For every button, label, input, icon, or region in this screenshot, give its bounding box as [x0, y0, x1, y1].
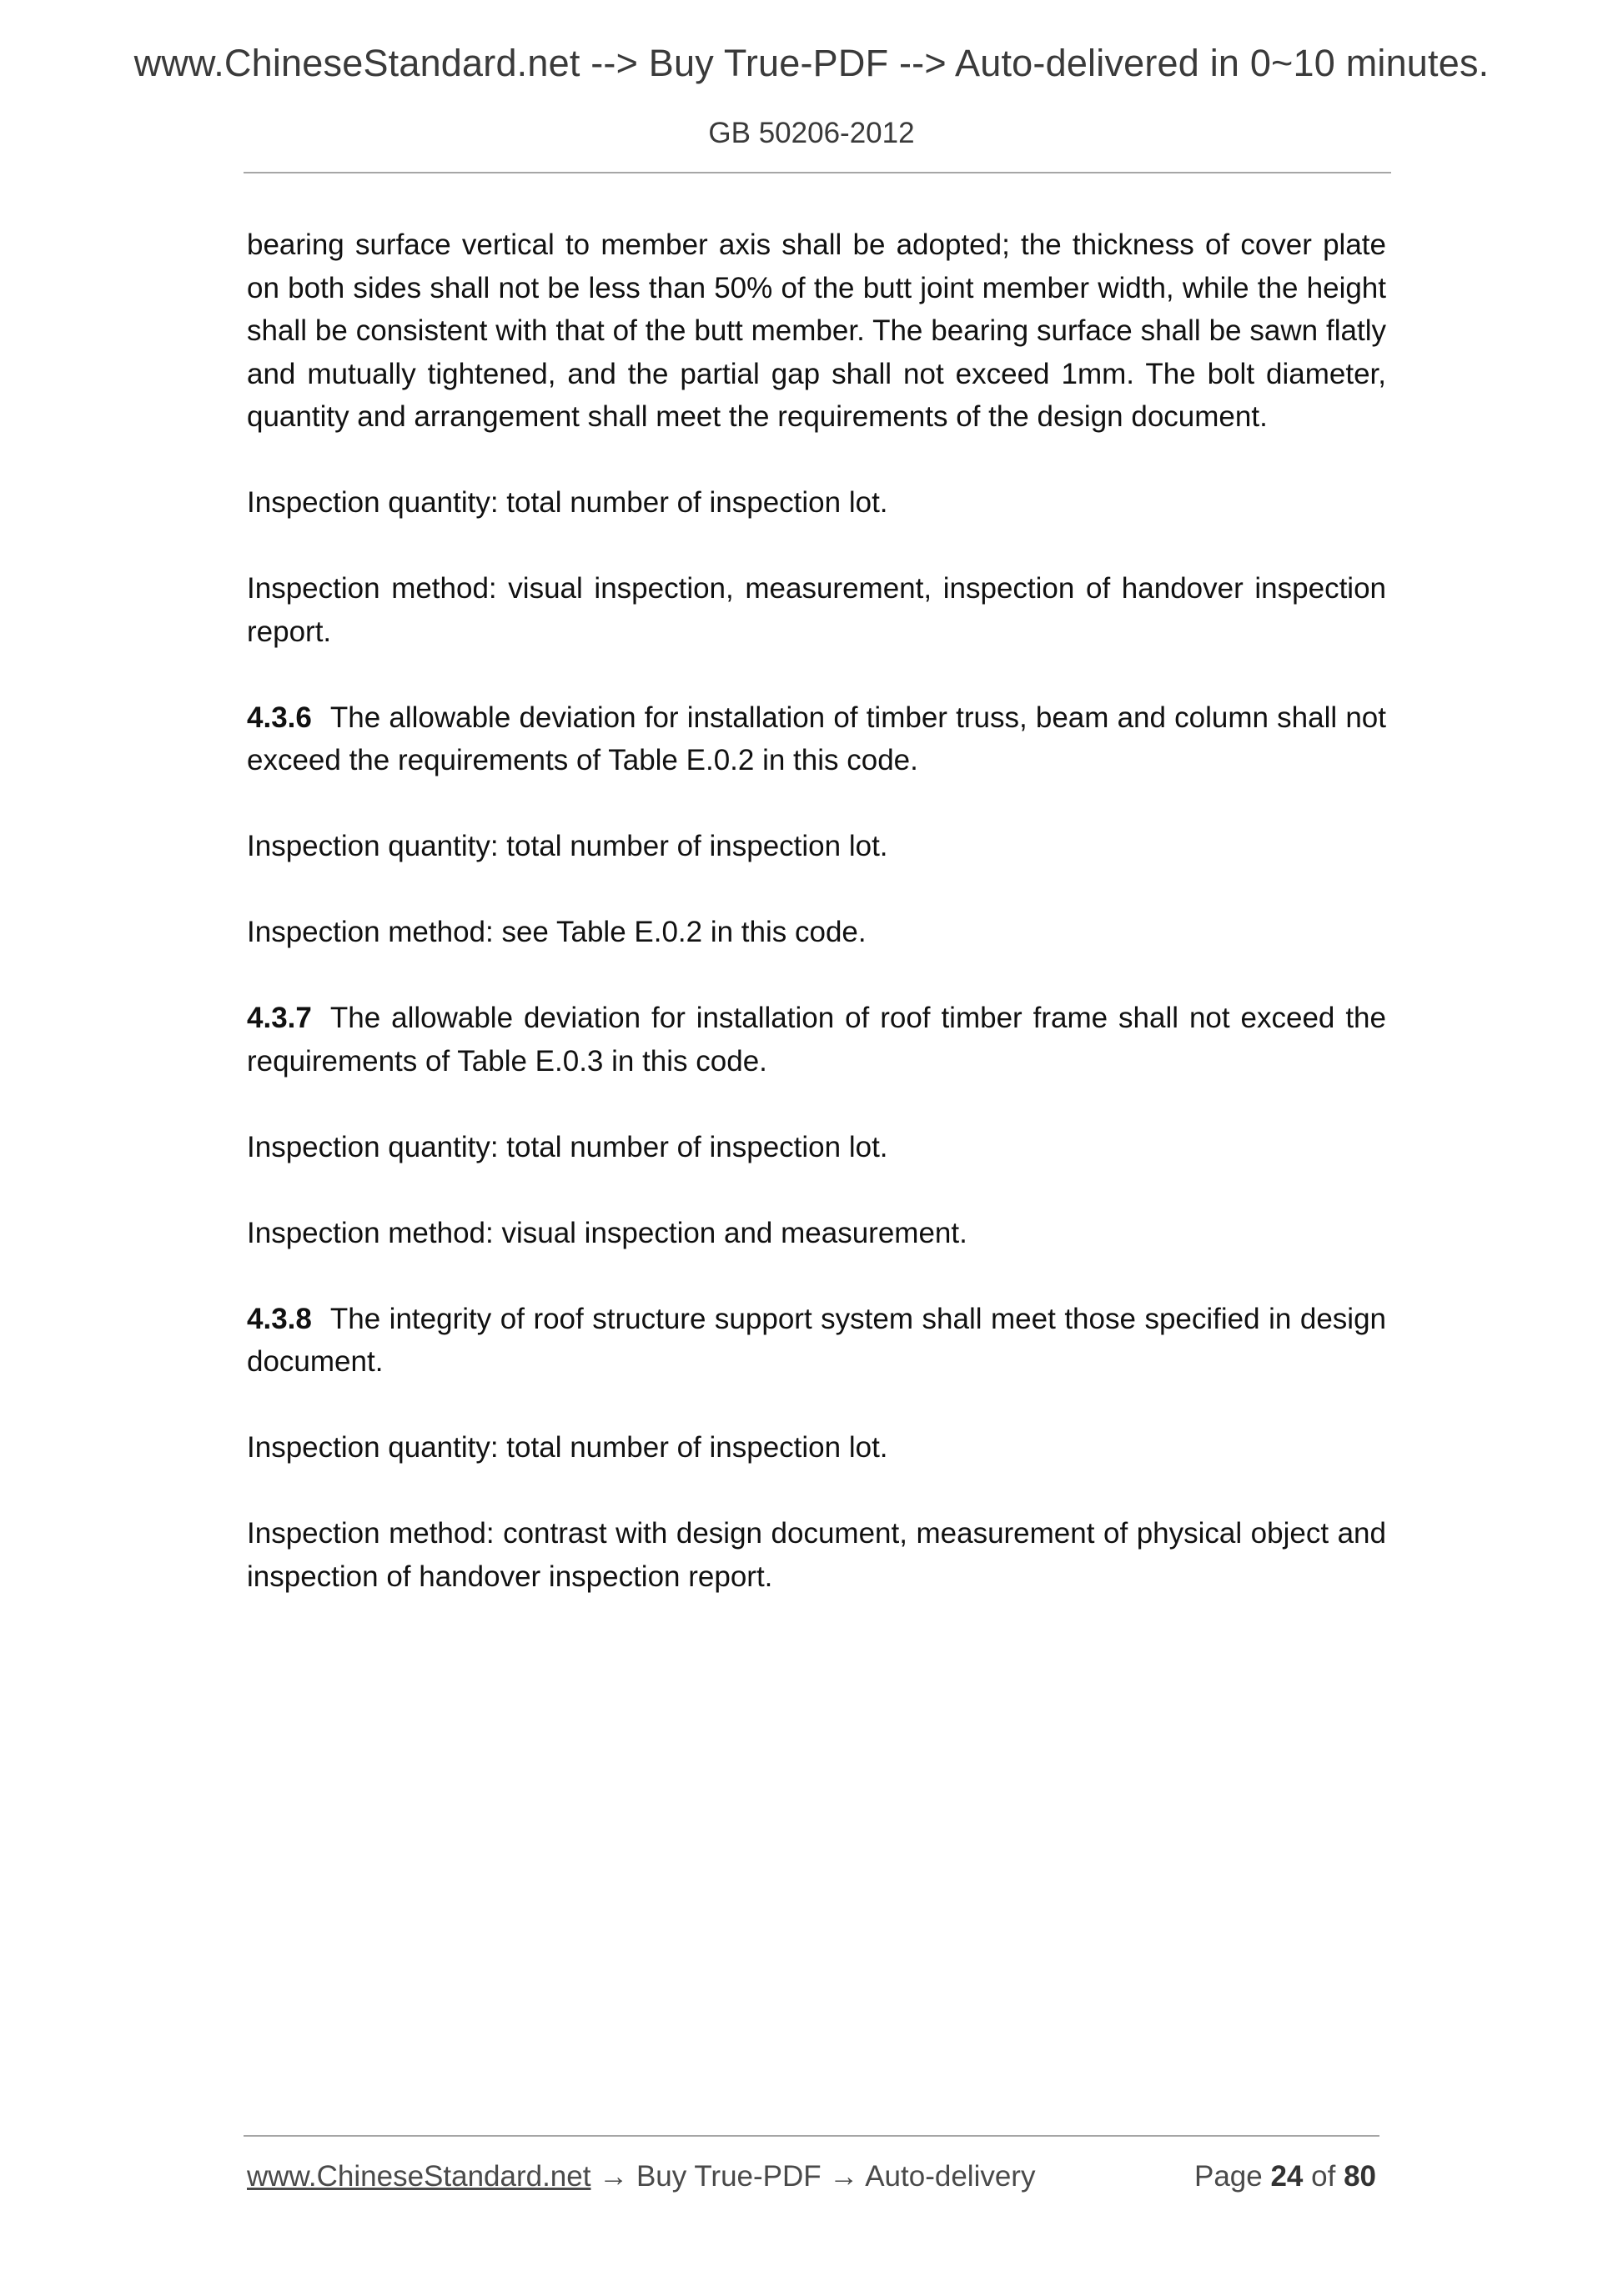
paragraph: Inspection method: see Table E.0.2 in this code.: [247, 916, 867, 948]
clause-text: The allowable deviation for installation of timber truss, beam and column shall not exceed the requirements of Table E.0.2 in this code.: [247, 701, 1386, 776]
footer-divider: [244, 2135, 1379, 2137]
clause-text: The integrity of roof structure support system shall meet those specified in design document.: [247, 1302, 1386, 1378]
page-label: Page: [1193, 2160, 1263, 2193]
page-footer: [247, 2160, 1376, 2202]
delivery-text: Auto-delivery: [865, 2160, 1036, 2193]
header-divider: [244, 172, 1391, 173]
of-label: of: [1311, 2160, 1336, 2193]
paragraph: bearing surface vertical to member axis shall be adopted; the thickness of cover plate on both sides shall not be less than 50% of the butt joint member width, while the height shall be consistent with that of the butt member. The bearing surface shall be sawn flatly and mutually tightened, and the partial gap shall not exceed 1mm. The bolt diameter, quantity and arrangement shall meet the requirements of the design document.: [247, 229, 1386, 433]
arrow-right-icon: →: [599, 2160, 629, 2193]
clause-number: 4.3.7: [247, 1002, 312, 1034]
site-banner: www.ChineseStandard.net --> Buy True-PDF --> Auto-delivered in 0~10 minutes.: [133, 42, 1490, 84]
paragraph: Inspection quantity: total number of inspection lot.: [247, 486, 888, 519]
clause-4-3-8: [247, 1298, 1386, 1384]
clause-text: The allowable deviation for installation of roof timber frame shall not exceed the requirements of Table E.0.3 in this code.: [247, 1002, 1386, 1078]
page-current: 24: [1270, 2160, 1304, 2193]
page-indicator: [1194, 2160, 1376, 2193]
paragraph: Inspection quantity: total number of inspection lot.: [247, 830, 888, 862]
document-body: [247, 224, 1386, 1641]
clause-4-3-7: [247, 997, 1386, 1083]
paragraph: Inspection quantity: total number of inspection lot.: [247, 1431, 888, 1464]
document-code: GB 50206-2012: [708, 117, 915, 149]
paragraph: Inspection quantity: total number of inspection lot.: [247, 1130, 888, 1163]
buy-text: Buy True-PDF: [636, 2160, 822, 2193]
clause-number: 4.3.8: [247, 1302, 312, 1335]
site-link[interactable]: www.ChineseStandard.net: [247, 2160, 591, 2193]
clause-number: 4.3.6: [247, 701, 312, 734]
page-total: 80: [1344, 2160, 1376, 2193]
paragraph: Inspection method: visual inspection and measurement.: [247, 1216, 967, 1249]
paragraph: Inspection method: contrast with design document, measurement of physical object and inspection of handover inspection report.: [247, 1517, 1386, 1593]
footer-promo: [247, 2160, 1035, 2193]
arrow-right-icon: →: [829, 2160, 859, 2193]
clause-4-3-6: [247, 696, 1386, 782]
paragraph: Inspection method: visual inspection, measurement, inspection of handover inspection report.: [247, 572, 1386, 648]
